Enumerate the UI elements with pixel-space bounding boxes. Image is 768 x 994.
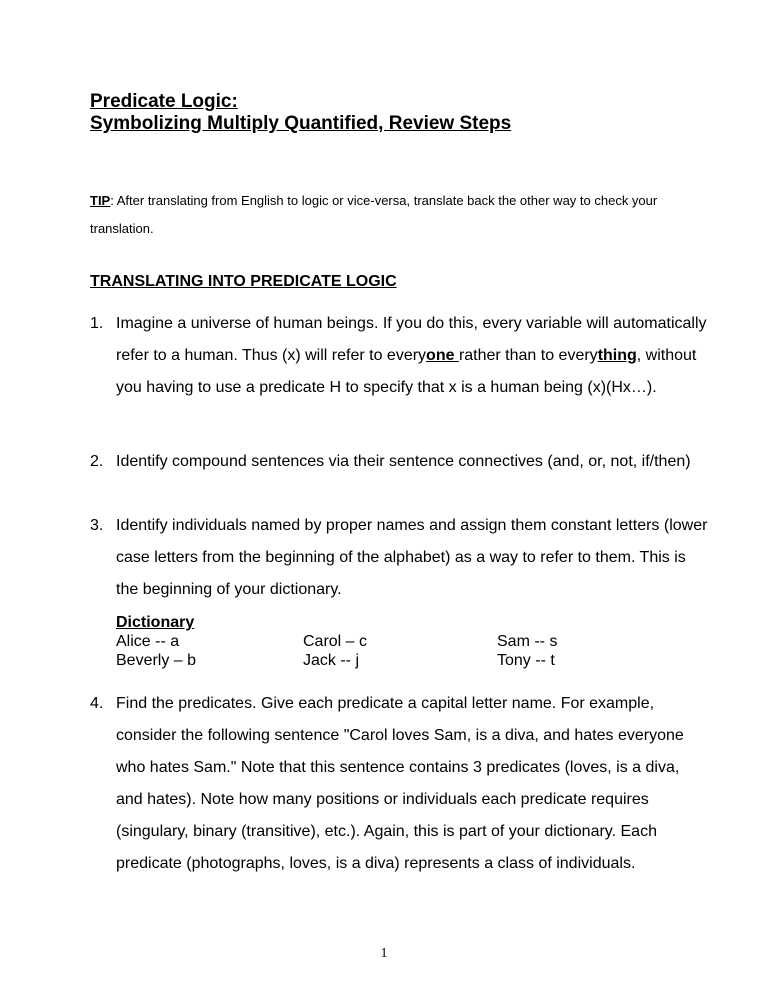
emphasis-thing: thing	[597, 347, 637, 364]
list-item-text: Find the predicates. Give each predicate a capital letter name. For example, consider the following sentence "Carol loves Sam, is a diva, and hates everyone who hates Sam." Note that this sentence contains 3 predicates (loves, is a diva, and hates). Note how many positions or individuals each predicate requires (singulary, binary (transitive), etc.). Again, this is part of your dictionary. Each predicate (photographs, loves, is a diva) represents a class of individuals.	[116, 695, 684, 872]
item-1-text-b: rather than to every	[458, 347, 598, 364]
title-line-1: Predicate Logic:	[90, 91, 238, 112]
dictionary-column-1	[116, 632, 196, 670]
list-item-2	[90, 452, 710, 471]
dictionary-entry: Sam -- s	[497, 633, 558, 650]
item-1-text-c: , without you having to use a predicate H to specify that x is a human being (x)(Hx…).	[116, 347, 697, 396]
dictionary-entry: Alice -- a	[116, 633, 180, 650]
dictionary-entry: Carol – c	[303, 633, 368, 650]
list-item-1	[90, 308, 710, 404]
list-item-number: 1.	[90, 315, 104, 332]
list-item-number: 2.	[90, 453, 104, 470]
dictionary-entry: Jack -- j	[303, 652, 359, 669]
list-item-4	[90, 688, 710, 880]
list-item-number: 3.	[90, 517, 104, 534]
section-heading: TRANSLATING INTO PREDICATE LOGIC	[90, 273, 397, 290]
page-number: 1	[380, 946, 388, 961]
dictionary-column-3	[497, 632, 557, 670]
tip-text: After translating from English to logic or vice-versa, translate back the other way to check your translation.	[90, 193, 658, 236]
tip-colon: :	[110, 193, 114, 208]
list-item-number: 4.	[90, 695, 104, 712]
tip-paragraph	[90, 187, 690, 243]
item-1-text-a: Imagine a universe of human beings. If you do this, every variable will automatically refer to a human. Thus (x) will refer to every	[116, 315, 707, 364]
dictionary-heading: Dictionary	[116, 614, 195, 631]
tip-label: TIP	[90, 193, 111, 208]
list-item-text: Identify individuals named by proper names and assign them constant letters (lower case letters from the beginning of the alphabet) as a way to refer to them. This is the beginning of your dictionary.	[116, 517, 708, 598]
emphasis-one: one	[426, 347, 459, 364]
document-title	[90, 91, 511, 135]
dictionary-column-2	[303, 632, 367, 670]
dictionary	[116, 613, 616, 669]
list-item-text	[116, 308, 710, 404]
dictionary-entry: Beverly – b	[116, 652, 197, 669]
dictionary-entry: Tony -- t	[497, 652, 555, 669]
title-line-2: Symbolizing Multiply Quantified, Review Steps	[90, 113, 512, 134]
list-item-text: Identify compound sentences via their sentence connectives (and, or, not, if/then)	[116, 453, 691, 470]
list-item-3	[90, 510, 710, 606]
